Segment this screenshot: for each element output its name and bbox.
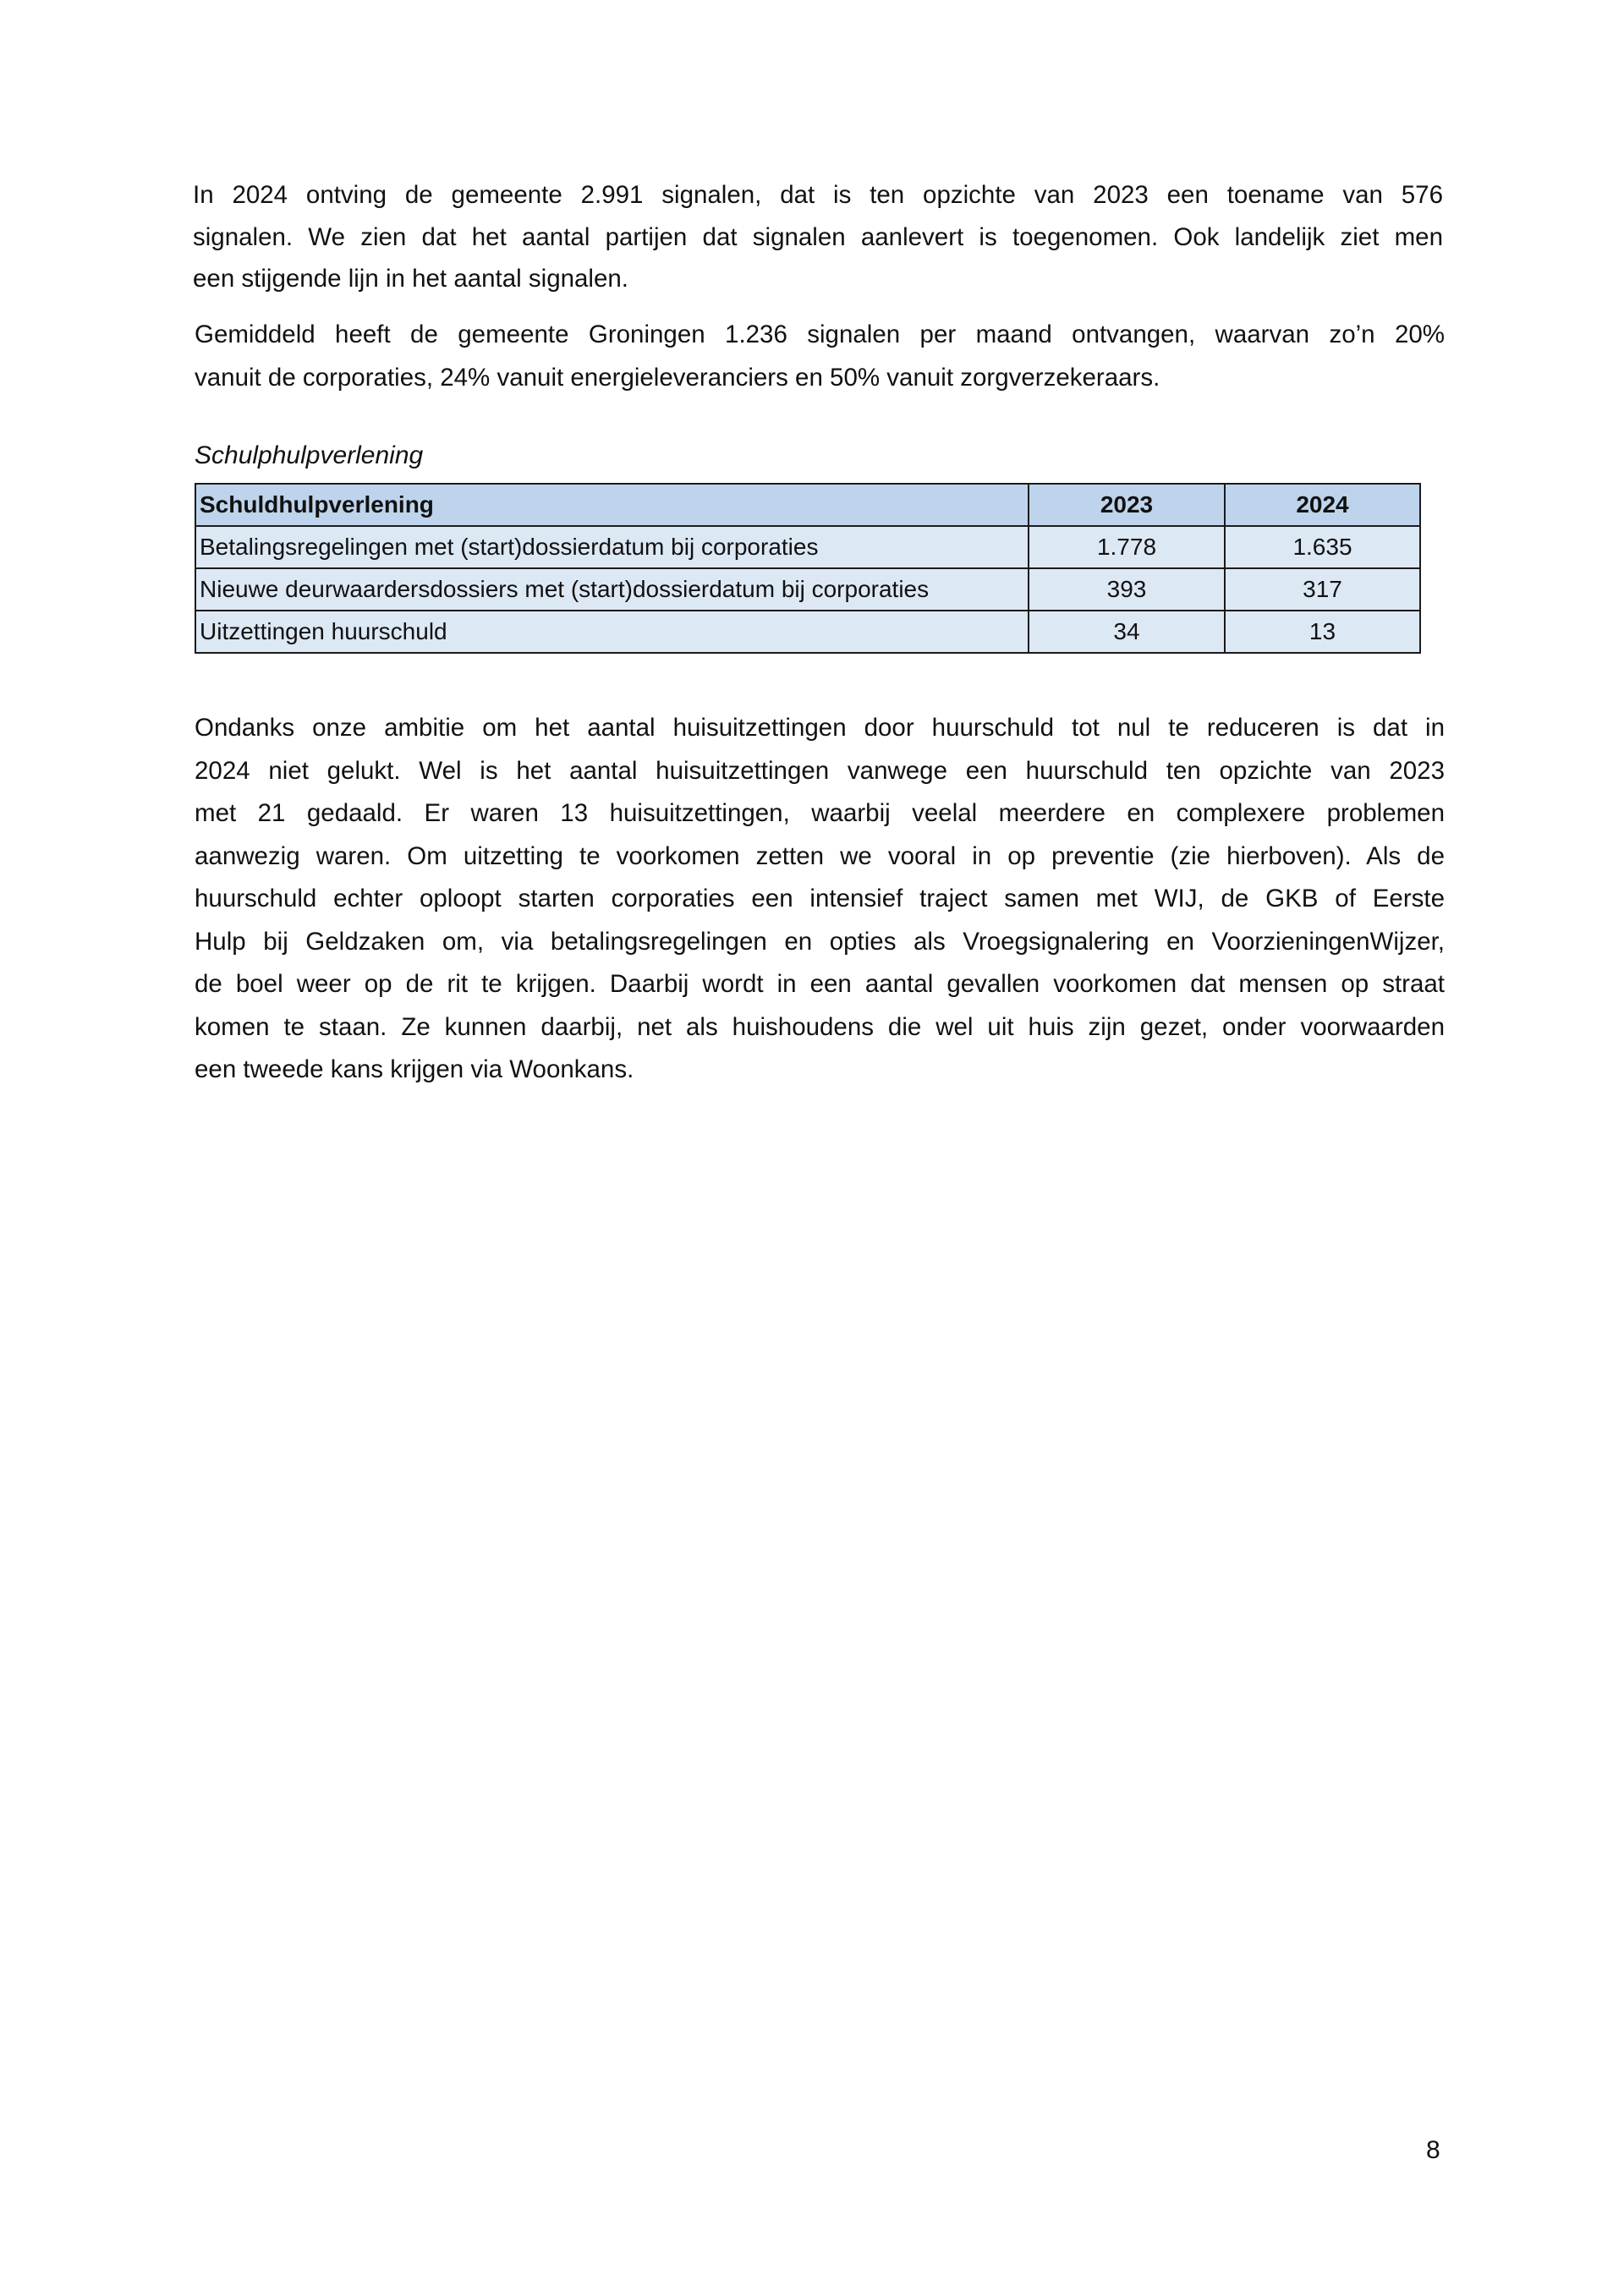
value-2024: 1.635 [1225,526,1420,568]
table-row [195,568,1420,611]
header-cell-2023: 2023 [1029,484,1225,526]
header-cell-category: Schuldhulpverlening [195,484,1029,526]
text-line: signalen. We zien dat het aantal partijen dat signalen aanlevert is toegenomen. Ook landelijk ziet men [193,222,1443,251]
value-2023: 1.778 [1029,526,1225,568]
value-2024: 317 [1225,568,1420,611]
row-label: Uitzettingen huurschuld [195,611,1029,653]
table-caption: Schulphulpverlening [195,441,424,469]
text-line: komen te staan. Ze kunnen daarbij, net als huishoudens die wel uit huis zijn gezet, onder voorwaarden [195,1012,1445,1041]
value-2024: 13 [1225,611,1420,653]
table-row [195,526,1420,568]
text-line: Ondanks onze ambitie om het aantal huisuitzettingen door huurschuld tot nul te reduceren is dat in [195,714,1445,742]
text-line: Gemiddeld heeft de gemeente Groningen 1.236 signalen per maand ontvangen, waarvan zo’n 20% [195,321,1445,348]
table-row [195,611,1420,653]
table-header-row [195,484,1420,526]
text-line: vanuit de corporaties, 24% vanuit energieleveranciers en 50% vanuit zorgverzekeraars. [195,364,1160,392]
paragraph-signalen-2024 [193,174,1443,300]
text-line: Hulp bij Geldzaken om, via betalingsregelingen en opties als Vroegsignalering en VoorzieningenWijzer, [195,927,1445,956]
paragraph-huisuitzettingen [195,707,1445,1092]
row-label: Betalingsregelingen met (start)dossierdatum bij corporaties [195,526,1029,568]
text-line: met 21 gedaald. Er waren 13 huisuitzettingen, waarbij veelal meerdere en complexere problemen [195,799,1445,827]
text-line: In 2024 ontving de gemeente 2.991 signalen, dat is ten opzichte van 2023 een toename van 576 [193,181,1443,209]
paragraph-gemiddeld-signalen [195,313,1445,399]
row-label: Nieuwe deurwaardersdossiers met (start)dossierdatum bij corporaties [195,568,1029,611]
header-cell-2024: 2024 [1225,484,1420,526]
text-line: een tweede kans krijgen via Woonkans. [195,1055,634,1083]
text-line: een stijgende lijn in het aantal signalen. [193,265,628,293]
text-line: aanwezig waren. Om uitzetting te voorkomen zetten we vooral in op preventie (zie hierboven). Als de [195,841,1445,870]
text-line: de boel weer op de rit te krijgen. Daarbij wordt in een aantal gevallen voorkomen dat mensen op straat [195,970,1445,998]
value-2023: 34 [1029,611,1225,653]
text-line: huurschuld echter oploopt starten corporaties een intensief traject samen met WIJ, de GKB of Eerste [195,885,1445,912]
page-number: 8 [1426,2136,1440,2164]
schuldhulpverlening-table [195,483,1421,654]
text-line: 2024 niet gelukt. Wel is het aantal huisuitzettingen vanwege een huurschuld ten opzichte van 2023 [195,756,1445,785]
value-2023: 393 [1029,568,1225,611]
